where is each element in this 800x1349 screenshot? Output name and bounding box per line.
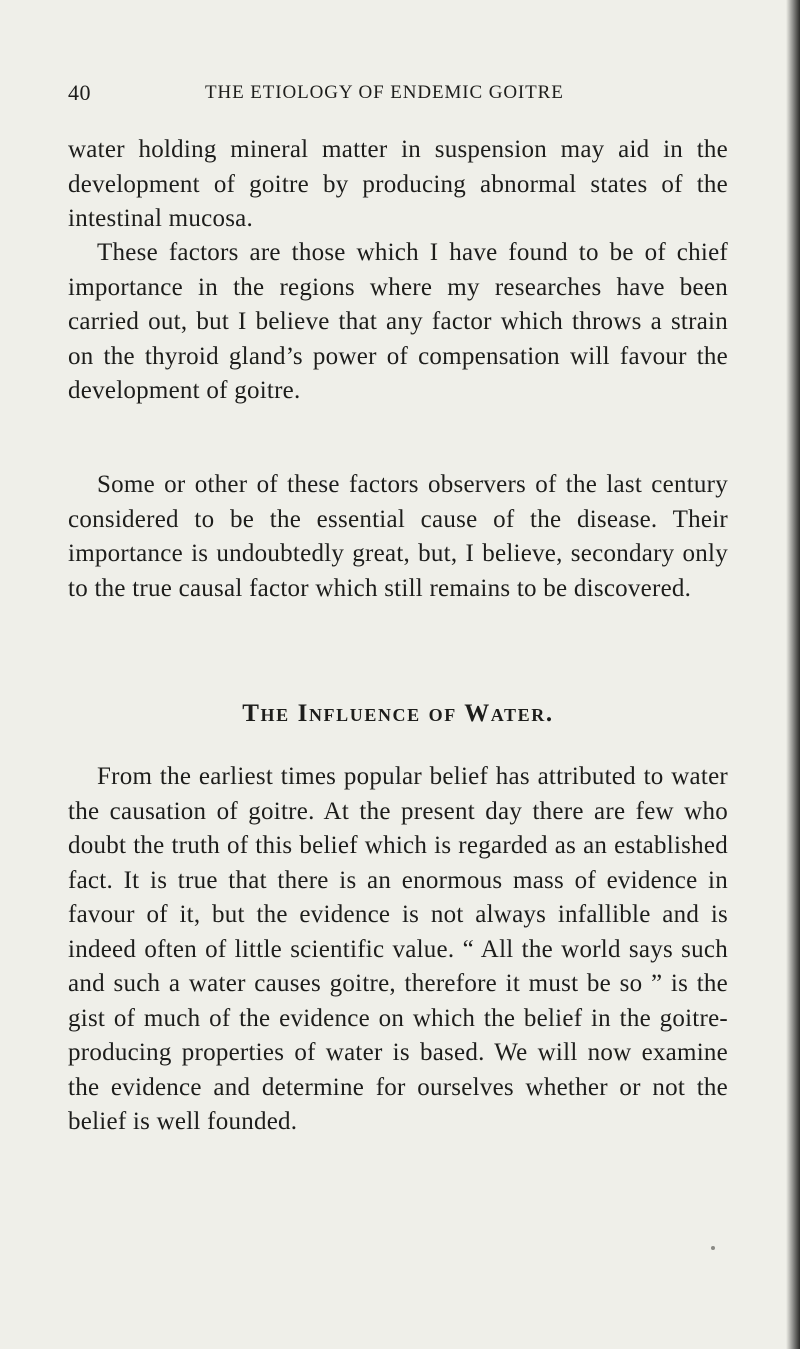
- section-heading: The Influence of Water.: [242, 700, 554, 727]
- page-number: 40: [68, 80, 91, 105]
- running-head: THE ETIOLOGY OF ENDEMIC GOITRE: [205, 82, 564, 103]
- paragraph-observers: Some or other of these factors observers of the last century considered to be the essential cause of the disease. Their importance is undoubtedly great, but, I believe, secondary only to the true causal factor which still remains to be discovered.: [68, 471, 728, 602]
- paragraph-factors: These factors are those which I have found to be of chief importance in the regions where my researches have been carried out, but I believe that any factor which throws a strain on the thyroid gland’s power of compensation will favour the development of goitre.: [68, 239, 728, 404]
- paragraph-continuation: water holding mineral matter in suspension may aid in the development of goitre by producing abnormal states of the intestinal mucosa.: [68, 136, 728, 232]
- page-header: [68, 80, 728, 110]
- paper-speck: [711, 1246, 715, 1250]
- page-edge-shadow: [786, 0, 800, 1349]
- paragraph-water-belief: From the earliest times popular belief has attributed to water the causation of goitre. At the present day there are few who doubt the truth of this belief which is regarded as an established fact. It is true that there is an enormous mass of evidence in favour of it, but the evidence is not always infallible and is indeed often of little scientific value. “ All the world says such and such a water causes goitre, therefore it must be so ” is the gist of much of the evidence on which the belief in the goitre-producing properties of water is based. We will now examine the evidence and determine for ourselves whether or not the belief is well founded.: [68, 763, 728, 1135]
